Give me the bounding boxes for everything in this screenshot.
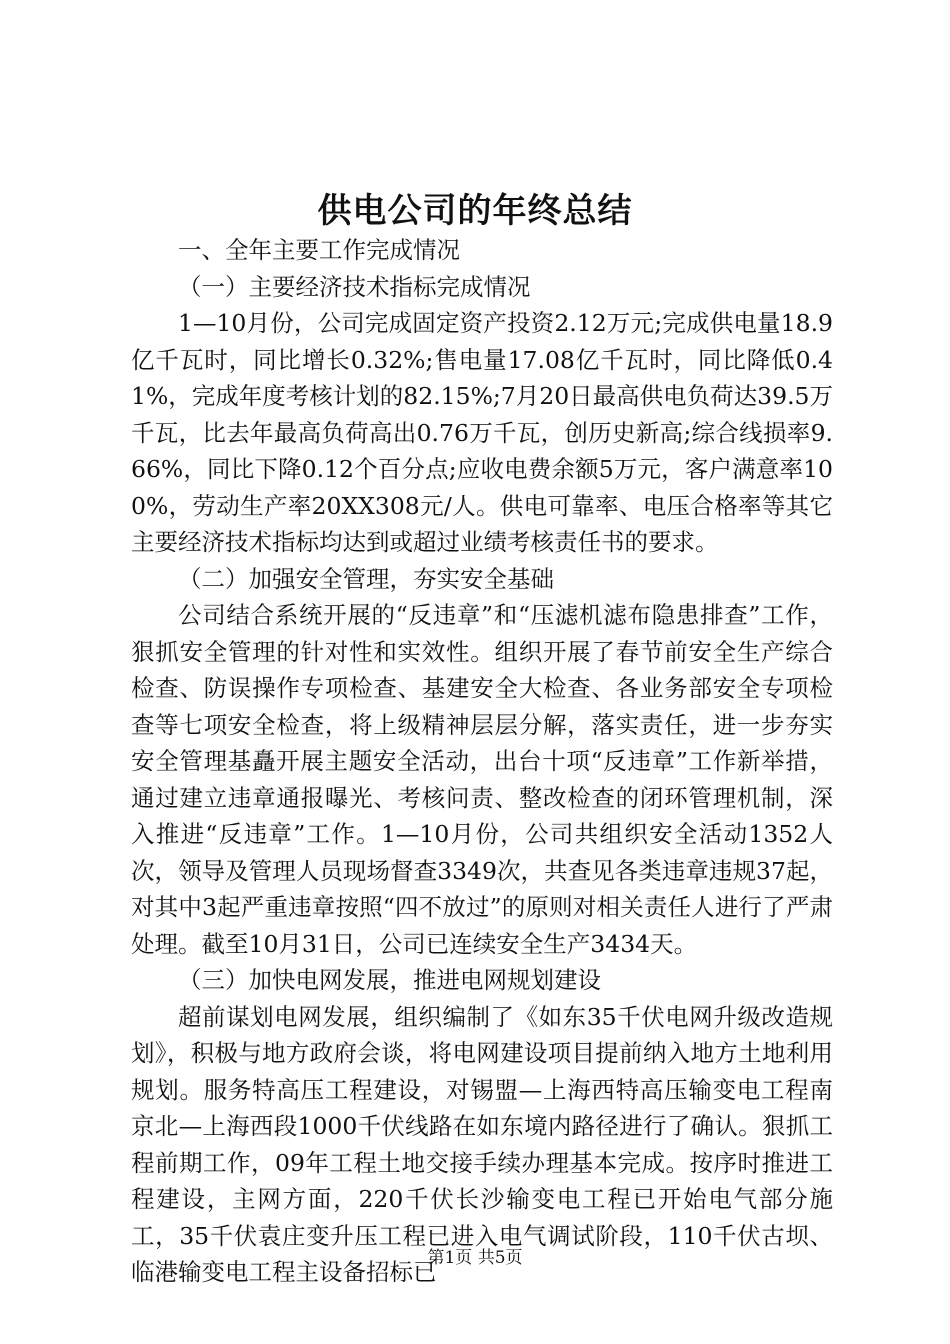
- subsection-heading: （三）加快电网发展，推进电网规划建设: [178, 966, 601, 994]
- subsection-heading: （二）加强安全管理，夯实安全基础: [178, 564, 554, 593]
- body-paragraph: 公司结合系统开展的“反违章”和“压滤机滤布隐患排查”工作，狠抓安全管理的针对性和实效性。组织开展了春节前安全生产综合检查、防误操作专项检查、基建安全大检查、各业务部安全专项检查等七项安全检查，将上级精神层层分解，落实责任，进一步夯实安全管理基矗开展主题安全活动，出台十项“反违章”工作新举措，通过建立违章通报曝光、考核问责、整改检查的闭环管理机制，深入推进“反违章”工作。1—10月份，公司共组织安全活动1352人次，领导及管理人员现场督查3349次，共查见各类违章违规37起，对其中3起严重违章按照“四不放过”的原则对相关责任人进行了严肃处理。截至10月31日，公司已连续安全生产3434天。: [131, 601, 833, 958]
- document-body: [131, 232, 833, 1291]
- section-heading: 一、全年主要工作完成情况: [178, 236, 460, 264]
- document-title: 供电公司的年终总结: [317, 191, 633, 231]
- page-number-footer: 第1页 共5页: [427, 1248, 523, 1268]
- subsection-heading: （一）主要经济技术指标完成情况: [178, 272, 531, 301]
- body-paragraph: 超前谋划电网发展，组织编制了《如东35千伏电网升级改造规划》，积极与地方政府会谈，将电网建设项目提前纳入地方土地利用规划。服务特高压工程建设，对锡盟—上海西特高压输变电工程南京北—上海西段1000千伏线路在如东境内路径进行了确认。狠抓工程前期工作，09年工程土地交接手续办理基本完成。按序时推进工程建设，主网方面，220千伏长沙输变电工程已开始电气部分施工，35千伏袁庄变升压工程已进入电气调试阶段，110千伏古坝、临港输变电工程主设备招标已: [131, 1002, 833, 1286]
- body-paragraph: 1—10月份，公司完成固定资产投资2.12万元;完成供电量18.9亿千瓦时，同比增长0.32%;售电量17.08亿千瓦时，同比降低0.41%，完成年度考核计划的82.15%;7月20日最高供电负荷达39.5万千瓦，比去年最高负荷高出0.76万千瓦，创历史新高;综合线损率9.66%，同比下降0.12个百分点;应收电费余额5万元，客户满意率100%，劳动生产率20XX308元/人。供电可靠率、电压合格率等其它主要经济技术指标均达到或超过业绩考核责任书的要求。: [131, 309, 833, 556]
